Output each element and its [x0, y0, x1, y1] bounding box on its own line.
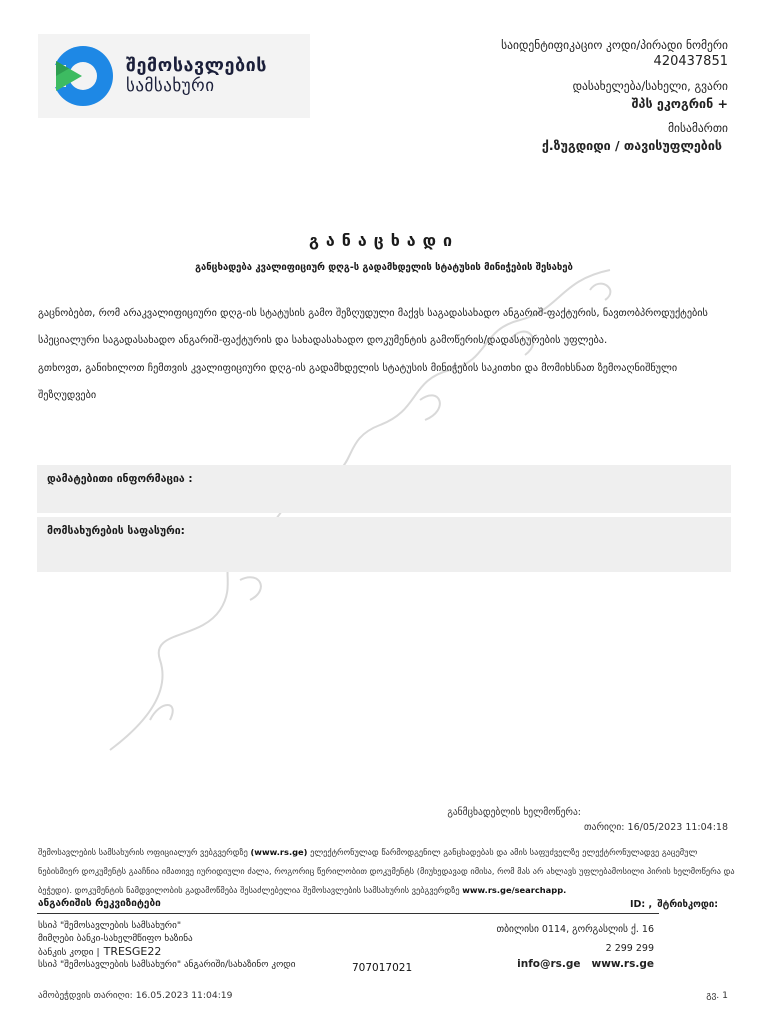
legal-notice [38, 843, 738, 900]
signature-label: განმცხადებლის ხელმოწერა: [447, 807, 581, 818]
requisites-left [38, 920, 296, 972]
document-title: განაცხადი [308, 231, 460, 250]
additional-info-box [37, 465, 731, 513]
bank-code-value: TRESGE22 [103, 944, 162, 958]
logo-line-1: შემოსავლების [126, 54, 268, 76]
rs-email: info@rs.ge [517, 958, 581, 970]
bank-code-line [38, 946, 296, 960]
notice-site-1: (www.rs.ge) [250, 847, 308, 857]
bank-line: მიმღები ბანკი-სახელმწიფო ხაზინა [38, 932, 193, 944]
requisites-title: ანგარიშის რეკვიზიტები [38, 898, 161, 909]
service-fee-label: მომსახურების საფასური: [47, 525, 185, 537]
body-paragraph-1: გაცნობებთ, რომ არაკვალიფიციური დღგ-ის სტატუსის გამო შეზღუდული მაქვს საგადასახადო ანგარიშ-ფაქტურის, ნავთობპროდუქტების სპეციალური საგადასახადო ანგარიშ-ფაქტურის და სახადასახადო დოკუმენტის გამოწერის/დადასტურების უფლება. [38, 308, 708, 347]
notice-part-2: ელექტრონულად წარმოდგენილ განცხადებას და ამის საფუძველზე ელექტრონულადვე გაცემულ ნებისმიერ დოკუმენტს გააჩნია იმათივე იურიდიული ძალა, როგორიც წერილობით დოკუმენტს (მიუხედავად იმისა, რომ მას არ ახლავს უფლებამოსილი პირის ხელმოწერა და ბეჭედი). დოკუმენტის ნამდვილობის გადამოწმება შესაძლებელია შემოსავლების სამსახურის ვებგვერდზე [38, 847, 735, 895]
rs-phone: 2 299 299 [605, 943, 654, 954]
rs-website: www.rs.ge [591, 958, 654, 970]
print-date-value: 16.05.2023 11:04:19 [135, 990, 233, 1001]
service-fee-box [37, 517, 731, 572]
recipient-line: სსიპ "შემოსავლების სამსახური" [38, 920, 182, 931]
page-label: გვ. [706, 990, 720, 1001]
id-value: 420437851 [653, 54, 728, 69]
print-date-label: ამობეჭდვის თარიღი: [38, 990, 133, 1001]
logo-line-2: სამსახური [126, 75, 215, 96]
account-code-value: 707017021 [352, 962, 413, 974]
name-value: შპს ეკოგრინ + [631, 96, 728, 111]
page-number-value: 1 [722, 990, 728, 1001]
name-label: დასახელება/სახელი, გვარი [572, 79, 728, 93]
id-label: საიდენტიფიკაციო კოდი/პირადი ნომერი [501, 38, 728, 52]
page-number [706, 990, 728, 1001]
bank-code-label: ბანკის კოდი | [38, 946, 100, 958]
body-text [38, 300, 730, 409]
requisites-divider [37, 913, 659, 914]
date-label: თარიღი: [584, 822, 625, 833]
address-value: ქ.ზუგდიდი / თავისუფლების [541, 138, 722, 153]
requisites-id-label: ID: , [630, 899, 653, 910]
barcode-label: შტრიხკოდი: [657, 899, 718, 910]
rs-contacts [497, 958, 654, 970]
revenue-service-logo-icon [52, 45, 114, 107]
requisites-right [497, 920, 654, 970]
logo [38, 34, 310, 118]
body-paragraph-2: გთხოვთ, განიხილოთ ჩემთვის კვალიფიციური დღგ-ის გადამხდელის სტატუსის მინიჭების საკითხი და მომიხსნათ ზემოაღნიშნული შეზღუდვები [38, 362, 678, 401]
date-line [584, 822, 728, 833]
additional-info-label: დამატებითი ინფორმაცია : [47, 473, 193, 485]
address-label: მისამართი [668, 121, 728, 135]
print-date [38, 990, 232, 1001]
notice-part-1: შემოსავლების სამსახურის ოფიციალურ ვებგვერდზე [38, 847, 248, 857]
notice-site-2: www.rs.ge/searchapp. [462, 885, 567, 895]
document-subtitle: განცხადება კვალიფიციურ დღგ-ს გადამხდელის სტატუსის მინიჭების შესახებ [195, 262, 573, 273]
rs-address: თბილისი 0114, გორგასლის ქ. 16 [496, 924, 654, 935]
date-value: 16/05/2023 11:04:18 [627, 822, 728, 833]
account-line: სსიპ "შემოსავლების სამსახური" ანგარიში/სახაზინო კოდი [38, 959, 296, 971]
